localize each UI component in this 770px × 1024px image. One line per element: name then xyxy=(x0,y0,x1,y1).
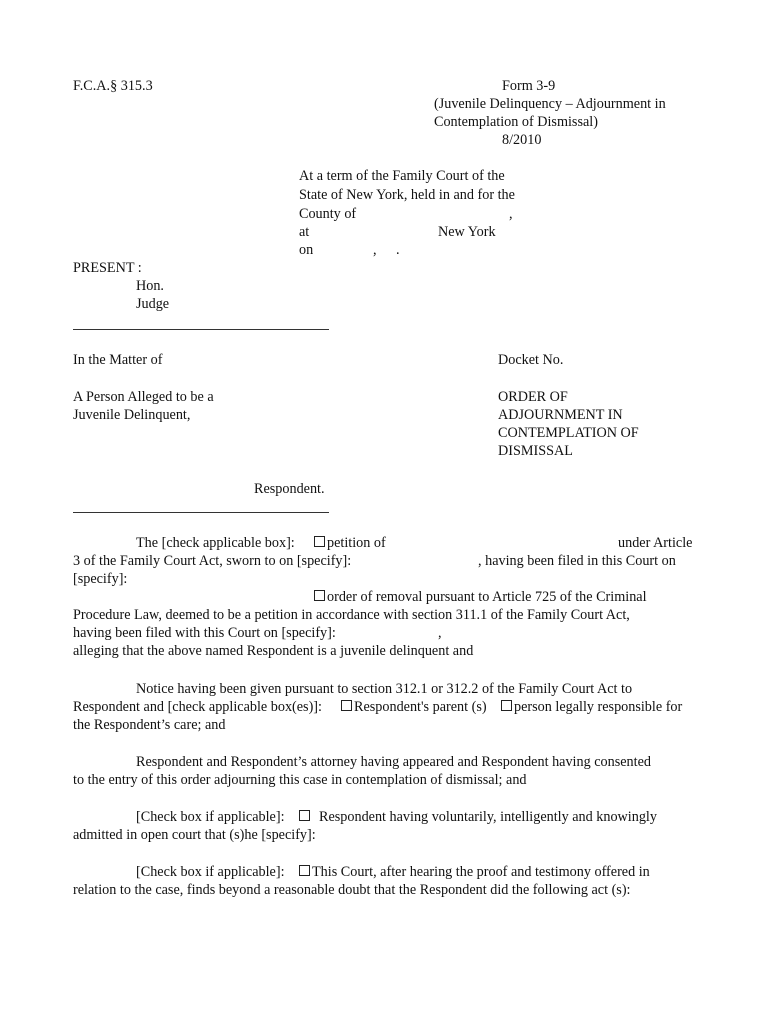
statute-reference: F.C.A.§ 315.3 xyxy=(73,78,153,94)
alleging-text: alleging that the above named Respondent is a juvenile delinquent and xyxy=(73,643,474,659)
caption-top-rule xyxy=(73,329,329,330)
form-description-line-1: (Juvenile Delinquency – Adjournment in xyxy=(434,96,666,112)
legally-responsible-label: person legally responsible for xyxy=(514,699,683,715)
matter-label: In the Matter of xyxy=(73,352,163,368)
court-term-line-1: At a term of the Family Court of the xyxy=(299,168,505,184)
filed-with-court-text: having been filed with this Court on [specify]: xyxy=(73,625,336,641)
notice-text-3: the Respondent’s care; and xyxy=(73,717,226,733)
judge-label: Judge xyxy=(136,296,170,312)
date-comma: , xyxy=(373,242,377,258)
petition-of-label: petition of xyxy=(327,535,386,551)
order-title-line-4: DISMISSAL xyxy=(498,443,573,459)
parent-label: Respondent's parent (s) xyxy=(354,699,487,715)
admission-text-2: admitted in open court that (s)he [specify]: xyxy=(73,827,316,843)
date-period: . xyxy=(396,242,400,258)
respondent-description-2: Juvenile Delinquent, xyxy=(73,407,191,423)
sworn-on-text: 3 of the Family Court Act, sworn to on [specify]: xyxy=(73,553,352,569)
caption-bottom-rule xyxy=(73,512,329,513)
county-label: County of xyxy=(299,206,357,222)
at-label: at xyxy=(299,224,310,240)
docket-label: Docket No. xyxy=(498,352,564,368)
county-comma: , xyxy=(509,206,513,222)
consent-text-1: Respondent and Respondent’s attorney having appeared and Respondent having consented xyxy=(136,754,651,770)
criminal-procedure-text: Procedure Law, deemed to be a petition in accordance with section 311.1 of the Family Court Act, xyxy=(73,607,630,623)
notice-text-1: Notice having been given pursuant to section 312.1 or 312.2 of the Family Court Act to xyxy=(136,681,633,697)
legally-responsible-checkbox[interactable] xyxy=(501,700,512,711)
consent-text-2: to the entry of this order adjourning this case in contemplation of dismissal; and xyxy=(73,772,527,788)
admission-intro: [Check box if applicable]: xyxy=(136,809,285,825)
court-term-line-2: State of New York, held in and for the xyxy=(299,187,515,203)
finding-text-1: This Court, after hearing the proof and testimony offered in xyxy=(312,864,650,880)
under-article-label: under Article xyxy=(618,535,693,551)
order-title-line-2: ADJOURNMENT IN xyxy=(498,407,623,423)
state-name: New York xyxy=(438,224,496,240)
removal-order-text: order of removal pursuant to Article 725 of the Criminal xyxy=(327,589,647,605)
form-number: Form 3-9 xyxy=(502,78,556,94)
form-description-line-2: Contemplation of Dismissal) xyxy=(434,114,598,130)
finding-text-2: relation to the case, finds beyond a reasonable doubt that the Respondent did the following act (s): xyxy=(73,882,631,898)
respondent-description-1: A Person Alleged to be a xyxy=(73,389,214,405)
order-title-line-1: ORDER OF xyxy=(498,389,568,405)
filed-with-court-comma: , xyxy=(438,625,442,641)
admission-checkbox[interactable] xyxy=(299,810,310,821)
admission-text-1: Respondent having voluntarily, intelligently and knowingly xyxy=(319,809,657,825)
present-label: PRESENT : xyxy=(73,260,142,276)
petition-checkbox[interactable] xyxy=(314,536,325,547)
finding-checkbox[interactable] xyxy=(299,865,310,876)
removal-order-checkbox[interactable] xyxy=(314,590,325,601)
respondent-label: Respondent. xyxy=(254,481,325,497)
specify-label: [specify]: xyxy=(73,571,128,587)
order-title-line-3: CONTEMPLATION OF xyxy=(498,425,639,441)
on-label: on xyxy=(299,242,314,258)
parent-checkbox[interactable] xyxy=(341,700,352,711)
judge-honorific: Hon. xyxy=(136,278,164,294)
filed-on-text: , having been filed in this Court on xyxy=(478,553,676,569)
petition-intro: The [check applicable box]: xyxy=(136,535,295,551)
notice-text-2: Respondent and [check applicable box(es)]: xyxy=(73,699,322,715)
finding-intro: [Check box if applicable]: xyxy=(136,864,285,880)
paragraph-admission xyxy=(73,808,703,844)
paragraph-finding xyxy=(73,863,703,899)
paragraph-petition xyxy=(73,534,703,660)
paragraph-notice xyxy=(73,680,703,734)
form-date: 8/2010 xyxy=(502,132,542,148)
paragraph-consent xyxy=(73,753,703,789)
